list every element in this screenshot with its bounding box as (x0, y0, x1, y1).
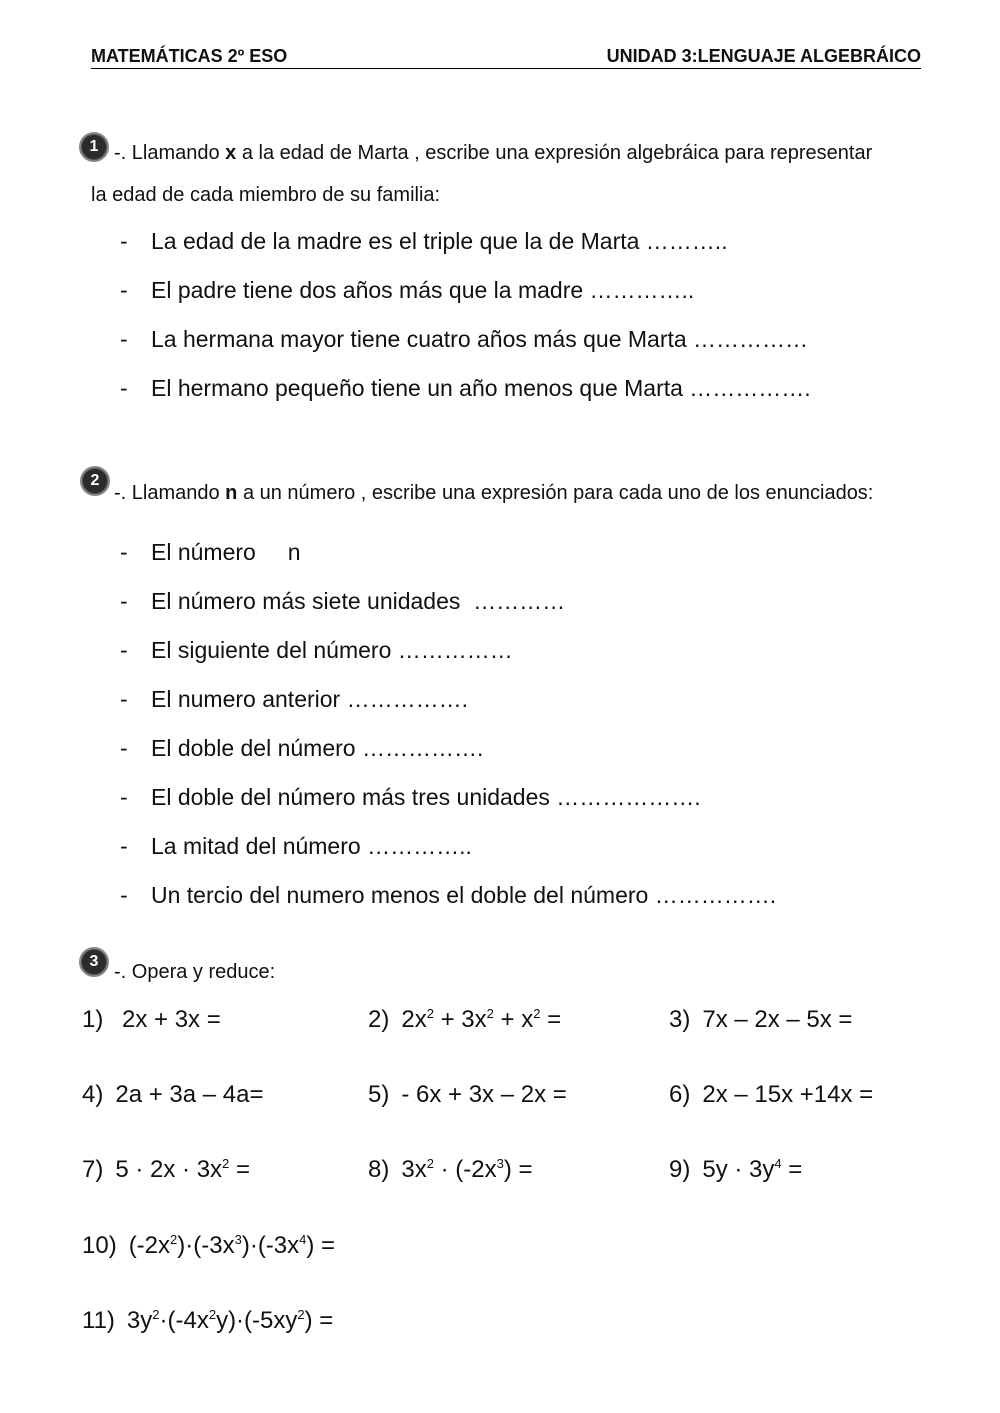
exercise-3: 3) 7x – 2x – 5x = (669, 1006, 853, 1033)
exercise-5: 5) - 6x + 3x – 2x = (368, 1081, 567, 1108)
q2-item: - El doble del número más tres unidades ………………. (120, 784, 701, 810)
question-3-badge: 3 (79, 947, 109, 977)
q1-item: - El padre tiene dos años más que la madre ………….. (120, 277, 695, 303)
question-1-badge: 1 (79, 132, 109, 162)
q1-item: - La edad de la madre es el triple que la de Marta ……….. (120, 228, 728, 254)
question-3-prompt: -. Opera y reduce: (114, 961, 276, 983)
q1-item: - La hermana mayor tiene cuatro años más que Marta …………… (120, 326, 809, 352)
page-header (91, 44, 921, 69)
exercise-4: 4) 2a + 3a – 4a= (82, 1081, 264, 1108)
question-2-prompt: -. Llamando n a un número , escribe una expresión para cada uno de los enunciados: (114, 482, 874, 504)
exercise-7: 7) $5 \cdot 2x \cdot 3x^2$ = (82, 1156, 250, 1183)
exercise-2: 2) $2x^2 + 3x^2 + x^2$ = (368, 1006, 562, 1033)
exercise-8: 8) $3x^2 \cdot (-2x^3)$ = (368, 1156, 533, 1183)
header-unit: UNIDAD 3:LENGUAJE ALGEBRÁICO (606, 46, 921, 66)
q2-item: - Un tercio del numero menos el doble del número ……………. (120, 882, 777, 908)
header-subject: MATEMÁTICAS 2º ESO (91, 46, 288, 66)
exercise-9: 9) $5y \cdot 3y^4$ = (669, 1156, 803, 1183)
q2-item: - La mitad del número ………….. (120, 833, 472, 859)
question-1-prompt-line2: la edad de cada miembro de su familia: (91, 184, 441, 206)
q2-item: - El número n (120, 539, 301, 565)
q2-item: - El siguiente del número …………… (120, 637, 513, 663)
exercise-11: 11) $3y^2\cdot(-4x^2y)\cdot(-5xy^2)$ = (82, 1307, 334, 1334)
variable-n: n (225, 482, 238, 504)
exercise-10: 10) $(-2x^2)\cdot(-3x^3)\cdot(-3x^4)$ = (82, 1232, 336, 1259)
question-2-badge: 2 (80, 466, 110, 496)
question-1-prompt: -. Llamando x a la edad de Marta , escribe una expresión algebráica para representar (114, 142, 873, 164)
q2-item: - El doble del número ……………. (120, 735, 484, 761)
q2-item: - El número más siete unidades ………… (120, 588, 566, 614)
q1-item: - El hermano pequeño tiene un año menos que Marta ……………. (120, 375, 811, 401)
exercise-6: 6) 2x – 15x +14x = (669, 1081, 874, 1108)
variable-x: x (225, 142, 237, 164)
exercise-1: 1) 2x + 3x = (82, 1006, 221, 1033)
q2-item: - El numero anterior ……………. (120, 686, 468, 712)
